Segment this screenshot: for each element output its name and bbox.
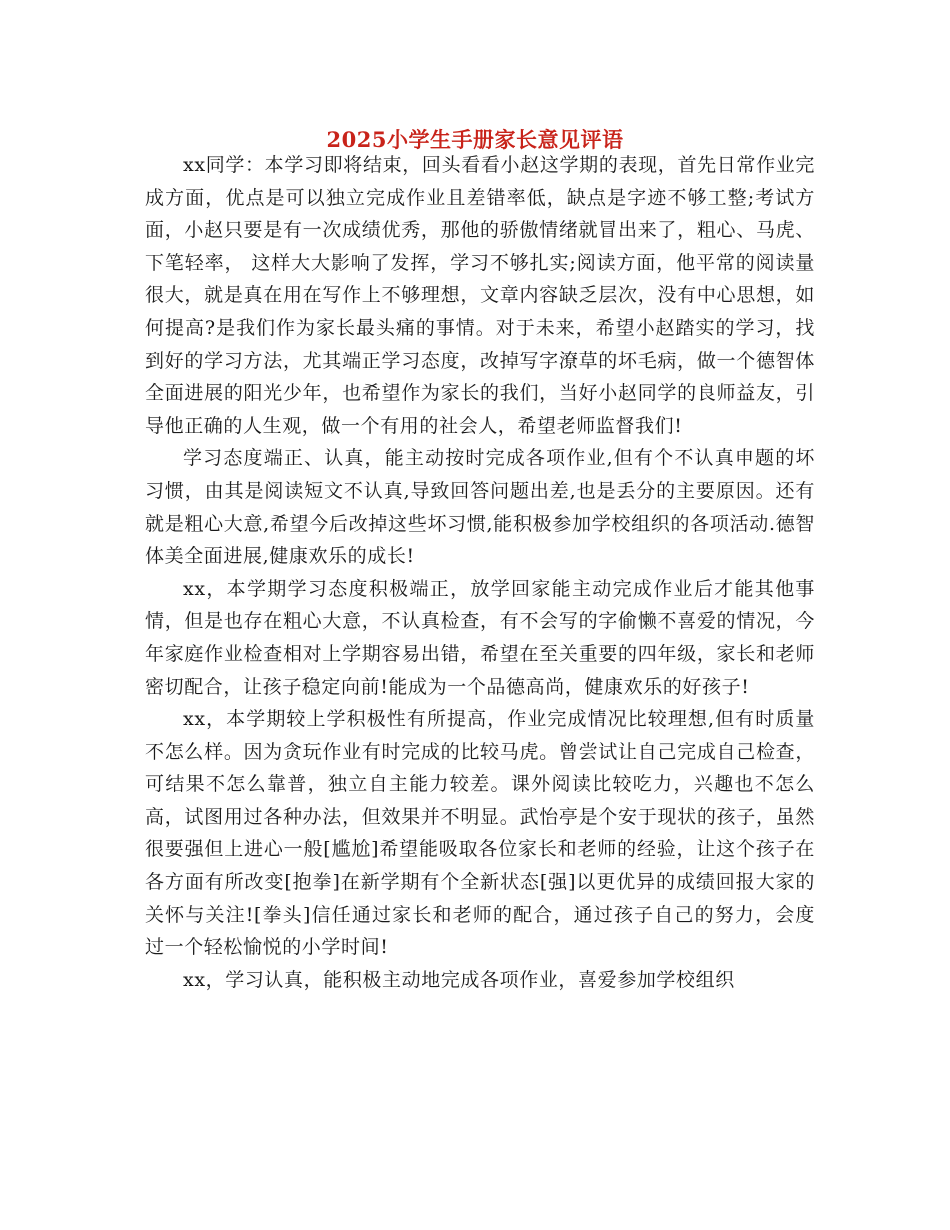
paragraph-2: 学习态度端正、认真，能主动按时完成各项作业,但有个不认真申题的坏习惯，由其是阅读短文不认真,导致回答问题出差,也是丢分的主要原因。还有就是粗心大意,希望今后改掉这些坏习惯,能积极参加学校组织的各项活动.德智体美全面进展,健康欢乐的成长! [145, 447, 815, 568]
paragraph-4: xx，本学期较上学积极性有所提高，作业完成情况比较理想,但有时质量不怎么样。因为贪玩作业有时完成的比较马虎。曾尝试让自己完成自己检查，可结果不怎么靠普，独立自主能力较差。课外阅读比较吃力，兴趣也不怎么高，试图用过各种办法，但效果并不明显。武怡亭是个安于现状的孩子，虽然很要强但上进心一般[尴尬]希望能吸取各位家长和老师的经验，让这个孩子在各方面有所改变[抱拳]在新学期有个全新状态[强]以更优异的成绩回报大家的关怀与关注![拳头]信任通过家长和老师的配合，通过孩子自己的努力，会度过一个轻松愉悦的小学时间! [145, 708, 815, 959]
paragraph-1: xx同学：本学习即将结束，回头看看小赵这学期的表现，首先日常作业完成方面，优点是可以独立完成作业且差错率低，缺点是字迹不够工整;考试方面，小赵只要是有一次成绩优秀，那他的骄傲情绪就冒出来了，粗心、马虎、下笔轻率， 这样大大影响了发挥，学习不够扎实;阅读方面，他平常的阅读量很大，就是真在用在写作上不够理想，文章内容缺乏层次，没有中心思想，如何提高?是我们作为家长最头痛的事情。对于未来，希望小赵踏实的学习，找到好的学习方法，尤其端正学习态度，改掉写字潦草的坏毛病，做一个德智体全面进展的阳光少年，也希望作为家长的我们，当好小赵同学的良师益友，引导他正确的人生观，做一个有用的社会人，希望老师监督我们! [145, 154, 815, 437]
paragraph-3: xx，本学期学习态度积极端正，放学回家能主动完成作业后才能其他事情，但是也存在粗心大意，不认真检查，有不会写的字偷懒不喜爱的情况，今年家庭作业检查相对上学期容易出错，希望在至关重要的四年级，家长和老师密切配合，让孩子稳定向前!能成为一个品德高尚，健康欢乐的好孩子! [145, 577, 815, 698]
document-body [145, 149, 815, 996]
paragraph-5: xx，学习认真，能积极主动地完成各项作业，喜爱参加学校组织 [183, 968, 735, 991]
document-title: 2025小学生手册家长意见评语 [326, 127, 624, 153]
